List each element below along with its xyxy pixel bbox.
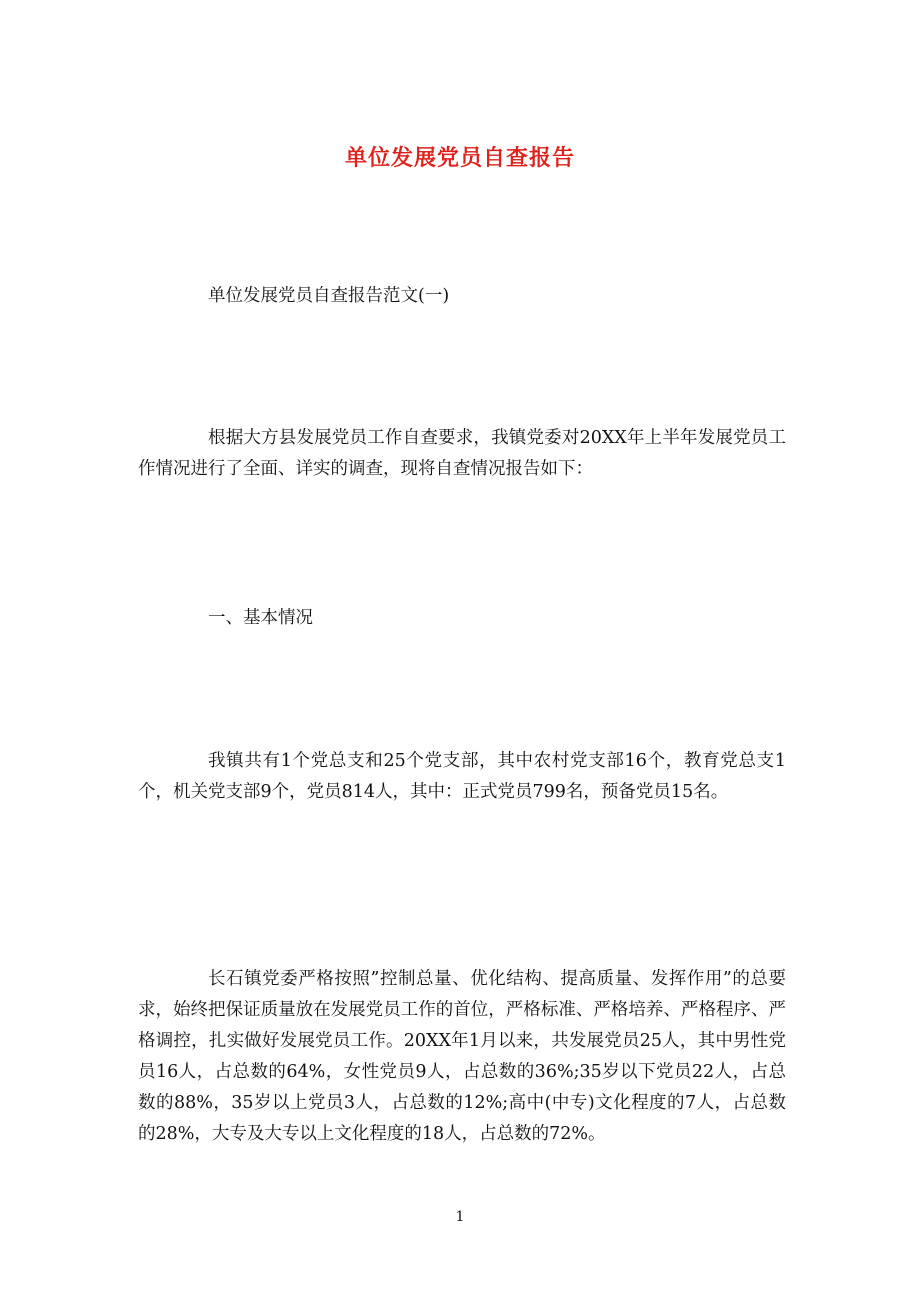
- section-heading: 一、基本情况: [208, 608, 313, 628]
- detail-paragraph: 长石镇党委严格按照”控制总量、优化结构、提高质量、发挥作用”的总要求，始终把保证质量放在发展党员工作的首位，严格标准、严格培养、严格程序、严格调控，扎实做好发展党员工作。20XX年1月以来，共发展党员25人，其中男性党员16人，占总数的64%，女性党员9人，占总数的36%;35岁以下党员22人，占总数的88%，35岁以上党员3人，占总数的12%;高中(中专)文化程度的7人，占总数的28%，大专及大专以上文化程度的18人，占总数的72%。: [138, 969, 786, 1144]
- page-title: 单位发展党员自查报告: [344, 144, 575, 171]
- subtitle-paragraph: 单位发展党员自查报告范文(一): [208, 286, 450, 306]
- basic-info-paragraph: 我镇共有1个党总支和25个党支部，其中农村党支部16个，教育党总支1个，机关党支部9个，党员814人，其中：正式党员799名，预备党员15名。: [138, 751, 786, 802]
- intro-paragraph: 根据大方县发展党员工作自查要求，我镇党委对20XX年上半年发展党员工作情况进行了全面、详实的调查，现将自查情况报告如下：: [138, 428, 786, 479]
- page-number: 1: [455, 1209, 465, 1225]
